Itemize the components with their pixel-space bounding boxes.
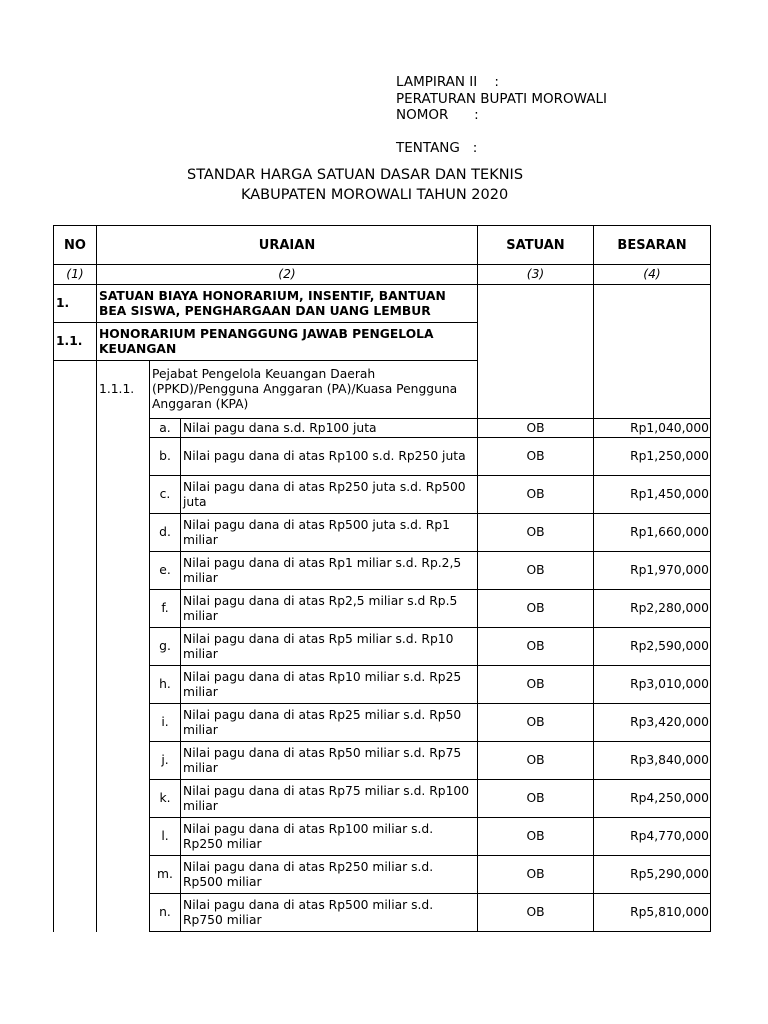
item-description: Nilai pagu dana di atas Rp500 juta s.d. Rp1 miliar bbox=[181, 514, 478, 552]
item-description: Nilai pagu dana di atas Rp25 miliar s.d. Rp50 miliar bbox=[181, 704, 478, 742]
item-description: Nilai pagu dana di atas Rp500 miliar s.d. Rp750 miliar bbox=[181, 894, 478, 932]
item-amount: Rp1,970,000 bbox=[594, 552, 711, 590]
item-amount: Rp2,590,000 bbox=[594, 628, 711, 666]
table-row bbox=[54, 894, 711, 932]
item-description: Nilai pagu dana s.d. Rp100 juta bbox=[181, 419, 478, 438]
item-letter: a. bbox=[150, 419, 181, 438]
sub-column-blank bbox=[97, 894, 150, 932]
table-row bbox=[54, 780, 711, 818]
sub-column-blank bbox=[97, 742, 150, 780]
table-row bbox=[54, 856, 711, 894]
document-title-line1: STANDAR HARGA SATUAN DASAR DAN TEKNIS bbox=[187, 167, 524, 183]
table-row bbox=[54, 666, 711, 704]
colnum-3: (3) bbox=[478, 265, 594, 285]
sub-column-blank bbox=[97, 514, 150, 552]
item-letter: c. bbox=[150, 476, 181, 514]
table-row bbox=[54, 628, 711, 666]
item-description: Nilai pagu dana di atas Rp1 miliar s.d. Rp.2,5 miliar bbox=[181, 552, 478, 590]
table-row bbox=[54, 742, 711, 780]
section-satuan-blank bbox=[478, 285, 594, 419]
item-description: Nilai pagu dana di atas Rp2,5 miliar s.d Rp.5 miliar bbox=[181, 590, 478, 628]
item-letter: k. bbox=[150, 780, 181, 818]
colnum-1: (1) bbox=[54, 265, 97, 285]
sub-column-blank bbox=[97, 552, 150, 590]
column-number-row bbox=[54, 265, 711, 285]
no-column-blank bbox=[54, 894, 97, 932]
section-row-1 bbox=[54, 285, 711, 323]
item-unit: OB bbox=[478, 704, 594, 742]
item-letter: j. bbox=[150, 742, 181, 780]
item-amount: Rp4,770,000 bbox=[594, 818, 711, 856]
item-unit: OB bbox=[478, 742, 594, 780]
item-letter: b. bbox=[150, 438, 181, 476]
item-unit: OB bbox=[478, 894, 594, 932]
header-satuan: SATUAN bbox=[478, 226, 594, 265]
header-besaran: BESARAN bbox=[594, 226, 711, 265]
item-amount: Rp4,250,000 bbox=[594, 780, 711, 818]
item-unit: OB bbox=[478, 590, 594, 628]
tentang-label: TENTANG : bbox=[396, 140, 478, 156]
no-column-blank bbox=[54, 438, 97, 476]
table-row bbox=[54, 419, 711, 438]
no-column-blank bbox=[54, 552, 97, 590]
lampiran-label: LAMPIRAN II : bbox=[396, 74, 499, 90]
table-header-row bbox=[54, 226, 711, 265]
item-amount: Rp5,810,000 bbox=[594, 894, 711, 932]
no-column-blank bbox=[54, 419, 97, 438]
item-unit: OB bbox=[478, 856, 594, 894]
no-column-blank bbox=[54, 476, 97, 514]
item-letter: e. bbox=[150, 552, 181, 590]
section-1-1-1-title: Pejabat Pengelola Keuangan Daerah (PPKD)/Pengguna Anggaran (PA)/Kuasa Pengguna Anggaran (KPA) bbox=[150, 361, 478, 419]
item-letter: l. bbox=[150, 818, 181, 856]
item-description: Nilai pagu dana di atas Rp50 miliar s.d. Rp75 miliar bbox=[181, 742, 478, 780]
peraturan-label: PERATURAN BUPATI MOROWALI bbox=[396, 91, 608, 107]
item-unit: OB bbox=[478, 438, 594, 476]
item-description: Nilai pagu dana di atas Rp10 miliar s.d. Rp25 miliar bbox=[181, 666, 478, 704]
item-unit: OB bbox=[478, 552, 594, 590]
item-letter: m. bbox=[150, 856, 181, 894]
item-description: Nilai pagu dana di atas Rp250 miliar s.d. Rp500 miliar bbox=[181, 856, 478, 894]
item-unit: OB bbox=[478, 818, 594, 856]
section-1-1-title: HONORARIUM PENANGGUNG JAWAB PENGELOLA KEUANGAN bbox=[97, 323, 478, 361]
colnum-4: (4) bbox=[594, 265, 711, 285]
no-column-blank bbox=[54, 590, 97, 628]
item-unit: OB bbox=[478, 780, 594, 818]
header-no: NO bbox=[54, 226, 97, 265]
no-column-blank bbox=[54, 666, 97, 704]
item-amount: Rp2,280,000 bbox=[594, 590, 711, 628]
item-amount: Rp3,840,000 bbox=[594, 742, 711, 780]
item-letter: i. bbox=[150, 704, 181, 742]
item-amount: Rp1,250,000 bbox=[594, 438, 711, 476]
item-amount: Rp3,420,000 bbox=[594, 704, 711, 742]
item-letter: f. bbox=[150, 590, 181, 628]
item-unit: OB bbox=[478, 419, 594, 438]
table-row bbox=[54, 590, 711, 628]
sub-column-blank bbox=[97, 666, 150, 704]
table-row bbox=[54, 476, 711, 514]
item-letter: n. bbox=[150, 894, 181, 932]
section-1-number: 1. bbox=[54, 285, 97, 323]
sub-column-blank bbox=[97, 590, 150, 628]
item-amount: Rp1,660,000 bbox=[594, 514, 711, 552]
item-description: Nilai pagu dana di atas Rp250 juta s.d. Rp500 juta bbox=[181, 476, 478, 514]
section-besaran-blank bbox=[594, 285, 711, 419]
item-letter: h. bbox=[150, 666, 181, 704]
item-description: Nilai pagu dana di atas Rp5 miliar s.d. Rp10 miliar bbox=[181, 628, 478, 666]
item-unit: OB bbox=[478, 476, 594, 514]
no-column-blank bbox=[54, 704, 97, 742]
no-column-blank bbox=[54, 818, 97, 856]
item-letter: d. bbox=[150, 514, 181, 552]
item-description: Nilai pagu dana di atas Rp100 miliar s.d. Rp250 miliar bbox=[181, 818, 478, 856]
table-row bbox=[54, 704, 711, 742]
colnum-2: (2) bbox=[97, 265, 478, 285]
sub-column-blank bbox=[97, 704, 150, 742]
header-uraian: URAIAN bbox=[97, 226, 478, 265]
item-unit: OB bbox=[478, 628, 594, 666]
price-standard-table bbox=[53, 225, 711, 932]
table-row bbox=[54, 552, 711, 590]
sub-column-blank bbox=[97, 476, 150, 514]
section-1-1-number: 1.1. bbox=[54, 323, 97, 361]
no-column-blank bbox=[54, 780, 97, 818]
item-unit: OB bbox=[478, 514, 594, 552]
no-column-blank bbox=[54, 514, 97, 552]
table-row bbox=[54, 438, 711, 476]
item-amount: Rp1,450,000 bbox=[594, 476, 711, 514]
sub-column-blank bbox=[97, 856, 150, 894]
sub-column-blank bbox=[97, 438, 150, 476]
item-amount: Rp5,290,000 bbox=[594, 856, 711, 894]
no-column-blank bbox=[54, 856, 97, 894]
table-row bbox=[54, 514, 711, 552]
section-1-title: SATUAN BIAYA HONORARIUM, INSENTIF, BANTUAN BEA SISWA, PENGHARGAAN DAN UANG LEMBUR bbox=[97, 285, 478, 323]
item-letter: g. bbox=[150, 628, 181, 666]
item-unit: OB bbox=[478, 666, 594, 704]
section-1-1-1-number: 1.1.1. bbox=[97, 361, 150, 419]
item-description: Nilai pagu dana di atas Rp75 miliar s.d. Rp100 miliar bbox=[181, 780, 478, 818]
nomor-label: NOMOR : bbox=[396, 107, 479, 123]
item-description: Nilai pagu dana di atas Rp100 s.d. Rp250 juta bbox=[181, 438, 478, 476]
sub-column-blank bbox=[97, 419, 150, 438]
sub-column-blank bbox=[97, 628, 150, 666]
document-title-line2: KABUPATEN MOROWALI TAHUN 2020 bbox=[241, 187, 509, 203]
sub-column-blank bbox=[97, 818, 150, 856]
table-row bbox=[54, 818, 711, 856]
item-amount: Rp1,040,000 bbox=[594, 419, 711, 438]
no-column-blank bbox=[54, 742, 97, 780]
item-amount: Rp3,010,000 bbox=[594, 666, 711, 704]
sub-column-blank bbox=[97, 780, 150, 818]
no-column-blank bbox=[54, 628, 97, 666]
no-column-blank bbox=[54, 361, 97, 419]
